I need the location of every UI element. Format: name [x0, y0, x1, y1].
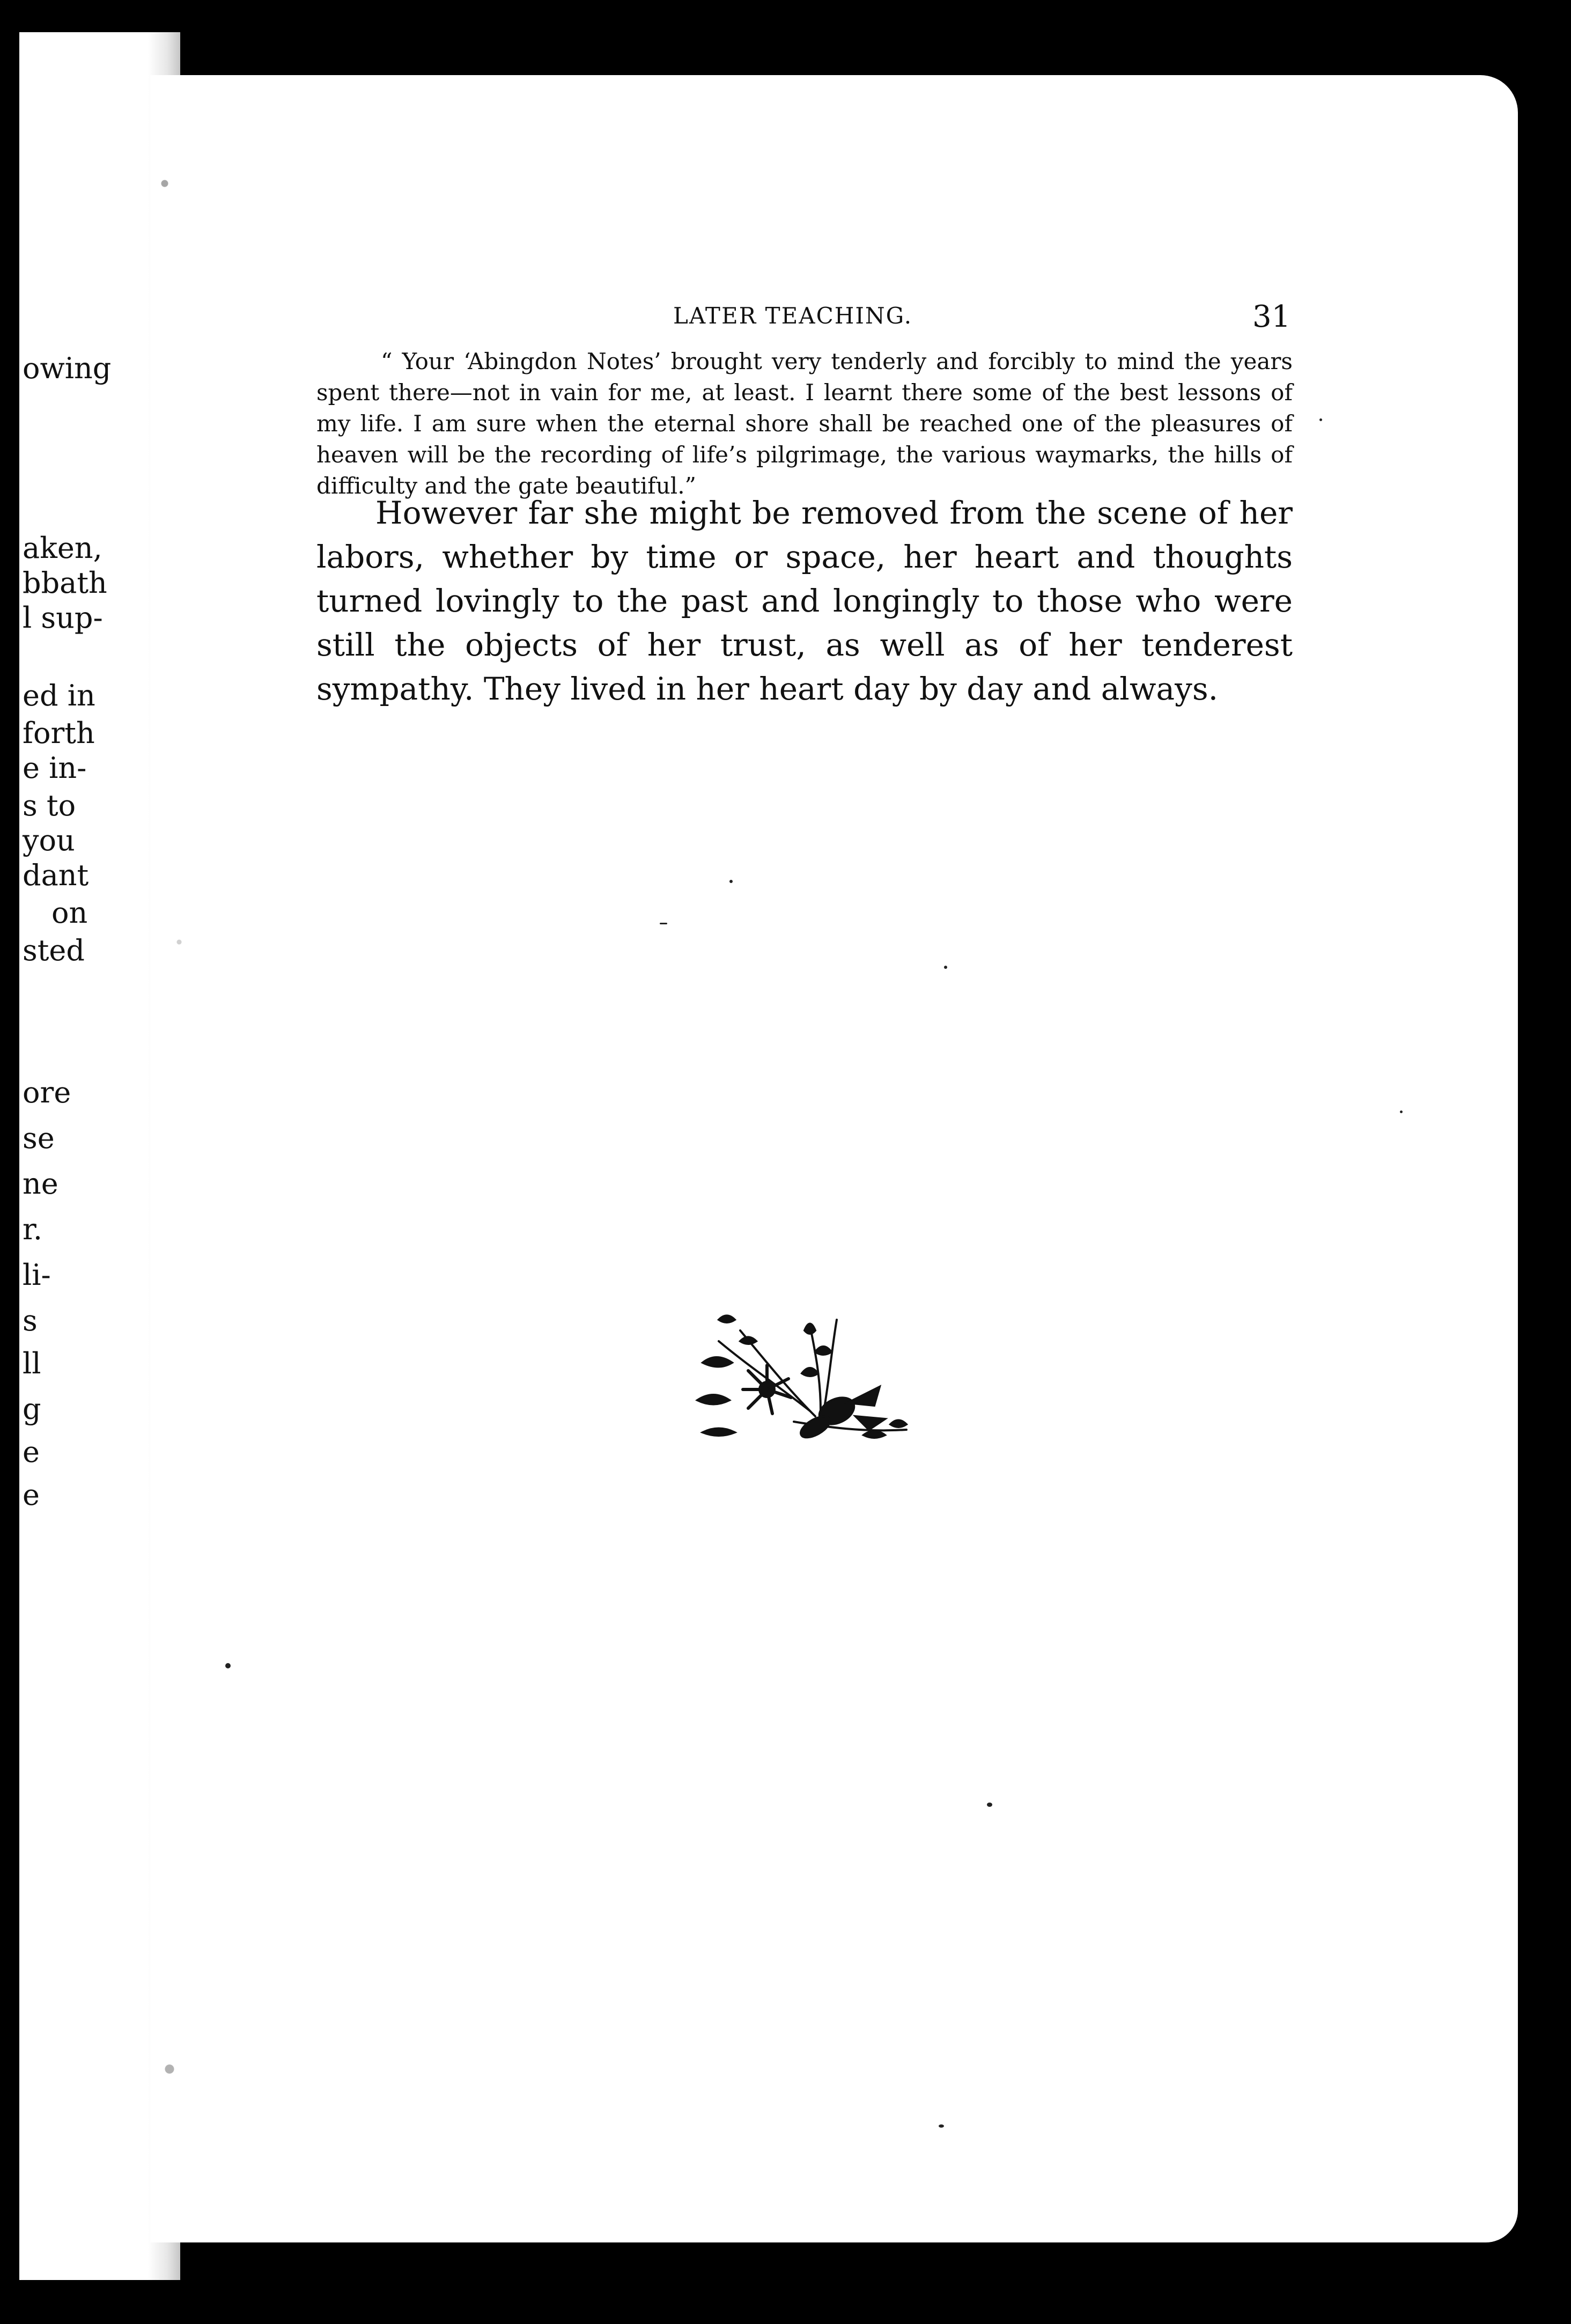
facing-page-fragment: se: [23, 1121, 55, 1155]
spine-speckle: [150, 75, 198, 2242]
facing-page-fragment: s: [23, 1304, 38, 1337]
paper-speck: [944, 966, 947, 969]
facing-page-fragment: ore: [23, 1076, 71, 1109]
paper-speck: [225, 1663, 231, 1668]
running-head: [150, 299, 1518, 335]
facing-page-fragment: on: [51, 896, 88, 930]
facing-page-fragment: owing: [23, 351, 112, 385]
facing-page-fragment: ne: [23, 1167, 58, 1201]
facing-page-fragment: ed in: [23, 679, 95, 712]
facing-page-fragment: s to: [23, 789, 76, 822]
page-number: 31: [1252, 299, 1291, 334]
paper-speck: [729, 880, 733, 883]
facing-page-fragment: dant: [23, 858, 89, 892]
facing-page-fragment: g: [23, 1392, 41, 1426]
facing-page-fragment: e: [23, 1478, 40, 1512]
facing-page-fragment: sted: [23, 933, 85, 967]
quoted-letter-text: “ Your ‘Abingdon Notes’ brought very tenderly and forcibly to mind the years spent there—not in vain for me, at least. I learnt there some of the best lessons of my life. I am sure when the eternal shore shall be reached one of the pleasures of heaven will be the recording of life’s pilgrimage, the various waymarks, the hills of difficulty and the gate beautiful.”: [316, 348, 1293, 499]
facing-page-fragment: you: [23, 823, 75, 857]
body-paragraph-text: However far she might be removed from the scene of her labors, whether by time or space, her heart and thoughts turned lovingly to the past and longingly to those who were still the objects of her trust, as well as of her tenderest sympathy. They lived in her heart day by day and always.: [316, 495, 1293, 707]
paper-speck: [987, 1803, 992, 1807]
facing-page-fragment: forth: [23, 716, 95, 750]
quoted-letter: [316, 346, 1293, 502]
body-paragraph: [316, 491, 1293, 711]
facing-page-fragment: r.: [23, 1212, 43, 1246]
floral-tailpiece-icon: [687, 1309, 923, 1448]
paper-speck: [1400, 1110, 1403, 1113]
facing-page-fragment: e in-: [23, 751, 87, 785]
paper-speck: [939, 2124, 944, 2128]
facing-page-fragment: ll: [23, 1347, 41, 1380]
facing-page-fragment: l sup-: [23, 601, 103, 635]
paper-speck: [1319, 418, 1322, 421]
running-title: LATER TEACHING.: [673, 303, 913, 329]
facing-page-fragment: bbath: [23, 566, 107, 600]
book-page: [150, 75, 1518, 2242]
paper-speck: [660, 923, 667, 924]
facing-page-fragment: li-: [23, 1258, 51, 1292]
facing-page-fragment: aken,: [23, 531, 102, 565]
facing-page-fragment: e: [23, 1435, 40, 1469]
